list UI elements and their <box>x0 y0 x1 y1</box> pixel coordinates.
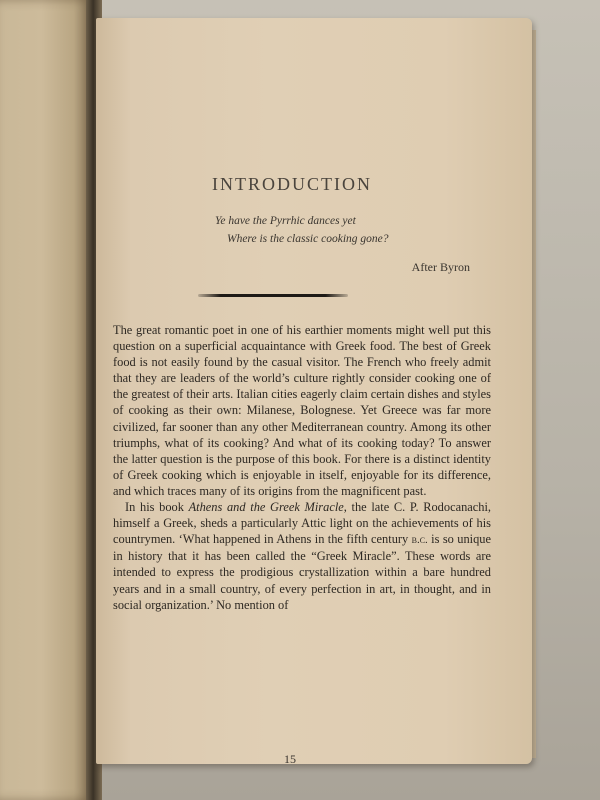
page-number: 15 <box>284 752 296 766</box>
epigraph-line-1: Ye have the Pyrrhic dances yet <box>215 215 356 227</box>
left-page <box>0 0 92 800</box>
epigraph-line-2: Where is the classic cooking gone? <box>227 233 389 245</box>
epigraph-attribution: After Byron <box>411 260 470 274</box>
paragraph-2-mid: , the late C. P. Rodocanachi, himself a Greek, sheds a particularly Attic light on the achievements of his countrymen. ‘What happened in Athens in the fifth century <box>113 500 492 547</box>
epigraph <box>215 212 475 248</box>
paragraph-2-end: is so unique in history that it has been called the “Greek Miracle”. These words are intended to express the prodigious crystallization within a bare hundred years and in a small country, of every perfection in art, in thought, and in social organization.’ No mention of <box>113 532 491 612</box>
paragraph-1: The great romantic poet in one of his earthier moments might well put this question on a superficial acquaintance with Greek food. The best of Greek food is not easily found by the casual visitor. The French who freely admit that they are leaders of the world’s culture rightly consider cooking one of the greatest of their arts. Italian cities eagerly claim certain dishes and styles of cooking as their own: Milanese, Bolognese. Yet Greece was far more civilized, far sooner than any other Mediterranean country. Among its other triumphs, what of its cooking? And what of its cooking today? To answer the latter question is the purpose of this book. For there is a distinct identity of Greek cooking which is enjoyable in itself, enjoyable for its difference, and which traces many of its origins from the magnificent past. <box>113 323 491 498</box>
chapter-title: INTRODUCTION <box>212 174 372 194</box>
book-title: Athens and the Greek Miracle <box>188 500 344 515</box>
paragraph-2 <box>113 499 491 613</box>
paragraph-2-start: In his book <box>125 500 189 515</box>
era-abbreviation: b.c. <box>411 534 428 547</box>
decorative-rule <box>198 294 348 297</box>
body-text <box>113 322 491 613</box>
